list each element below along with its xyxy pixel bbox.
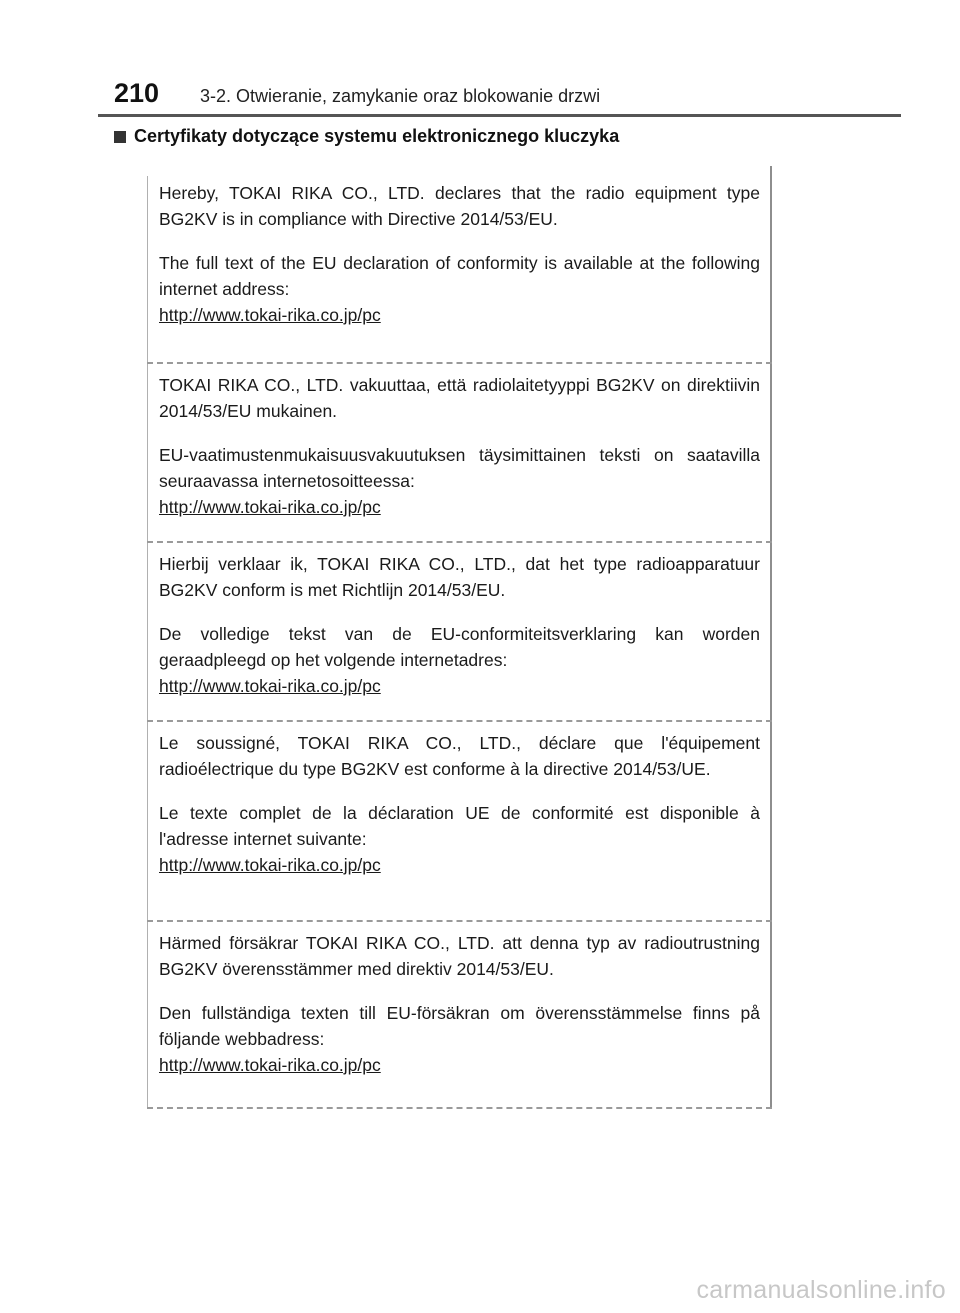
section-heading-text: Certyfikaty dotyczące systemu elektronicznego kluczyka bbox=[134, 126, 620, 146]
declaration-block-dutch bbox=[147, 543, 772, 722]
full-text-notice: EU-vaatimustenmukaisuusvakuutuksen täysimittainen teksti on saatavilla seuraavassa internetosoitteessa: bbox=[159, 445, 760, 491]
full-text-notice: Le texte complet de la déclaration UE de conformité est disponible à l'adresse internet suivante: bbox=[159, 803, 760, 849]
declaration-url: http://www.tokai-rika.co.jp/pc bbox=[159, 497, 381, 517]
square-bullet-icon bbox=[114, 131, 126, 143]
page-number: 210 bbox=[114, 78, 160, 108]
section-heading bbox=[114, 126, 619, 147]
declaration-block-swedish bbox=[147, 922, 772, 1109]
declaration-url: http://www.tokai-rika.co.jp/pc bbox=[159, 305, 381, 325]
declaration-url: http://www.tokai-rika.co.jp/pc bbox=[159, 1055, 381, 1075]
declaration-text: Le soussigné, TOKAI RIKA CO., LTD., déclare que l'équipement radioélectrique du type BG2KV est conforme à la directive 2014/53/UE. bbox=[159, 733, 760, 779]
site-watermark: carmanualsonline.info bbox=[696, 1276, 946, 1304]
declaration-url: http://www.tokai-rika.co.jp/pc bbox=[159, 676, 381, 696]
header-divider bbox=[98, 114, 901, 117]
certificate-scan bbox=[147, 166, 772, 1109]
full-text-notice: The full text of the EU declaration of conformity is available at the following internet address: bbox=[159, 253, 760, 299]
declaration-text: Hereby, TOKAI RIKA CO., LTD. declares that the radio equipment type BG2KV is in compliance with Directive 2014/53/EU. bbox=[159, 183, 760, 229]
declaration-url: http://www.tokai-rika.co.jp/pc bbox=[159, 855, 381, 875]
chapter-title: 3-2. Otwieranie, zamykanie oraz blokowanie drzwi bbox=[200, 86, 601, 106]
full-text-notice: De volledige tekst van de EU-conformiteitsverklaring kan worden geraadpleegd op het volgende internetadres: bbox=[159, 624, 760, 670]
declaration-text: Härmed försäkrar TOKAI RIKA CO., LTD. att denna typ av radioutrustning BG2KV överensstämmer med direktiv 2014/53/EU. bbox=[159, 933, 760, 979]
page-header bbox=[0, 0, 960, 120]
declaration-block-french bbox=[147, 722, 772, 922]
declaration-text: Hierbij verklaar ik, TOKAI RIKA CO., LTD., dat het type radioapparatuur BG2KV conform is met Richtlijn 2014/53/EU. bbox=[159, 554, 760, 600]
declaration-block-english bbox=[147, 174, 772, 364]
declaration-text: TOKAI RIKA CO., LTD. vakuuttaa, että radiolaitetyyppi BG2KV on direktiivin 2014/53/EU mukainen. bbox=[159, 375, 760, 421]
declaration-block-finnish bbox=[147, 364, 772, 543]
full-text-notice: Den fullständiga texten till EU-försäkran om överensstämmelse finns på följande webbadress: bbox=[159, 1003, 760, 1049]
